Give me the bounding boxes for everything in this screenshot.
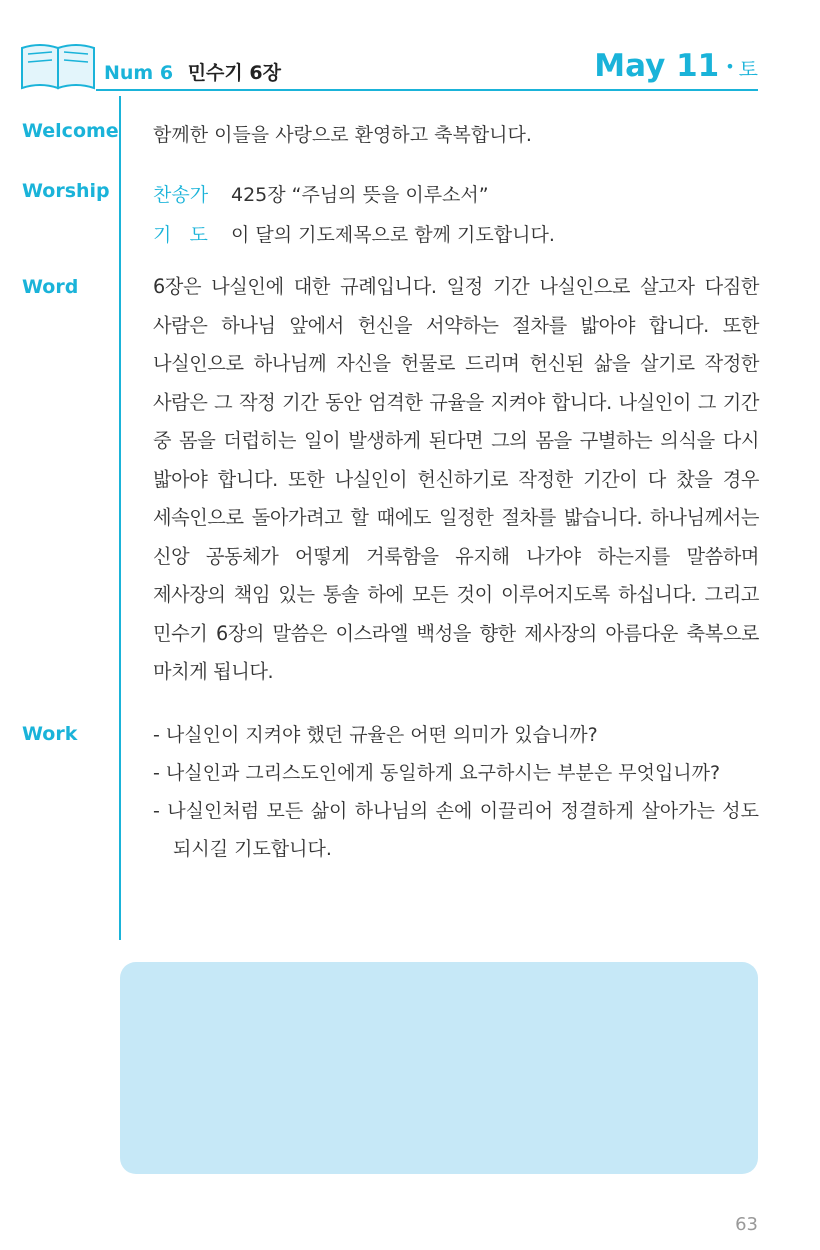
prayer-text: 이 달의 기도제목으로 함께 기도합니다.: [231, 224, 555, 246]
prayer-row: [153, 220, 555, 247]
hymn-text: 425장 “주님의 뜻을 이루소서”: [231, 184, 489, 206]
note-box[interactable]: [120, 962, 758, 1174]
word-paragraph: 6장은 나실인에 대한 규례입니다. 일정 기간 나실인으로 살고자 다짐한 사람은 하나님 앞에서 헌신을 서약하는 절차를 밟아야 합니다. 또한 나실인으로 하나님께 자신을 헌물로 드리며 헌신된 삶을 살기로 작정한 사람은 그 작정 기간 동안 엄격한 규율을 지켜야 합니다. 나실인이 그 기간 중 몸을 더럽히는 일이 발생하게 된다면 그의 몸을 구별하는 의식을 다시 밟아야 합니다. 또한 나실인이 헌신하기로 작정한 기간이 다 찼을 경우 세속인으로 돌아가려고 할 때에도 일정한 절차를 밟습니다. 하나님께서는 신앙 공동체가 어떻게 거룩함을 유지해 나가야 하는지를 말씀하며 제사장의 책임 있는 통솔 하에 모든 것이 이루어지도록 하십니다. 그리고 민수기 6장의 말씀은 이스라엘 백성을 향한 제사장의 아름다운 축복으로 마치게 됩니다.: [153, 275, 759, 683]
page-number: 63: [735, 1214, 758, 1235]
work-label: Work: [22, 723, 78, 745]
welcome-text: 함께한 이들을 사랑으로 환영하고 축복합니다.: [153, 124, 532, 146]
date-heading: [594, 48, 758, 84]
section-divider: [119, 96, 121, 940]
word-label: Word: [22, 276, 79, 298]
prayer-label: 기 도: [153, 224, 208, 246]
header-divider: [96, 89, 758, 91]
work-item: - 나실인과 그리스도인에게 동일하게 요구하시는 부분은 무엇입니까?: [153, 762, 721, 784]
worship-label: Worship: [22, 180, 110, 202]
book-icon: [20, 40, 96, 90]
chapter-reference: [104, 58, 281, 85]
chapter-title: 민수기 6장: [187, 62, 281, 84]
book-ref: Num 6: [104, 62, 174, 84]
welcome-label: Welcome: [22, 120, 119, 142]
work-list: [153, 716, 759, 868]
weekday-text: 토: [738, 57, 758, 81]
hymn-row: [153, 180, 489, 207]
work-item: - 나실인처럼 모든 삶이 하나님의 손에 이끌리어 정결하게 살아가는 성도 되시길 기도합니다.: [153, 800, 759, 860]
date-separator: •: [725, 57, 735, 76]
hymn-label: 찬송가: [153, 184, 209, 206]
work-item: - 나실인이 지켜야 했던 규율은 어떤 의미가 있습니까?: [153, 724, 598, 746]
date-text: May 11: [594, 48, 720, 84]
